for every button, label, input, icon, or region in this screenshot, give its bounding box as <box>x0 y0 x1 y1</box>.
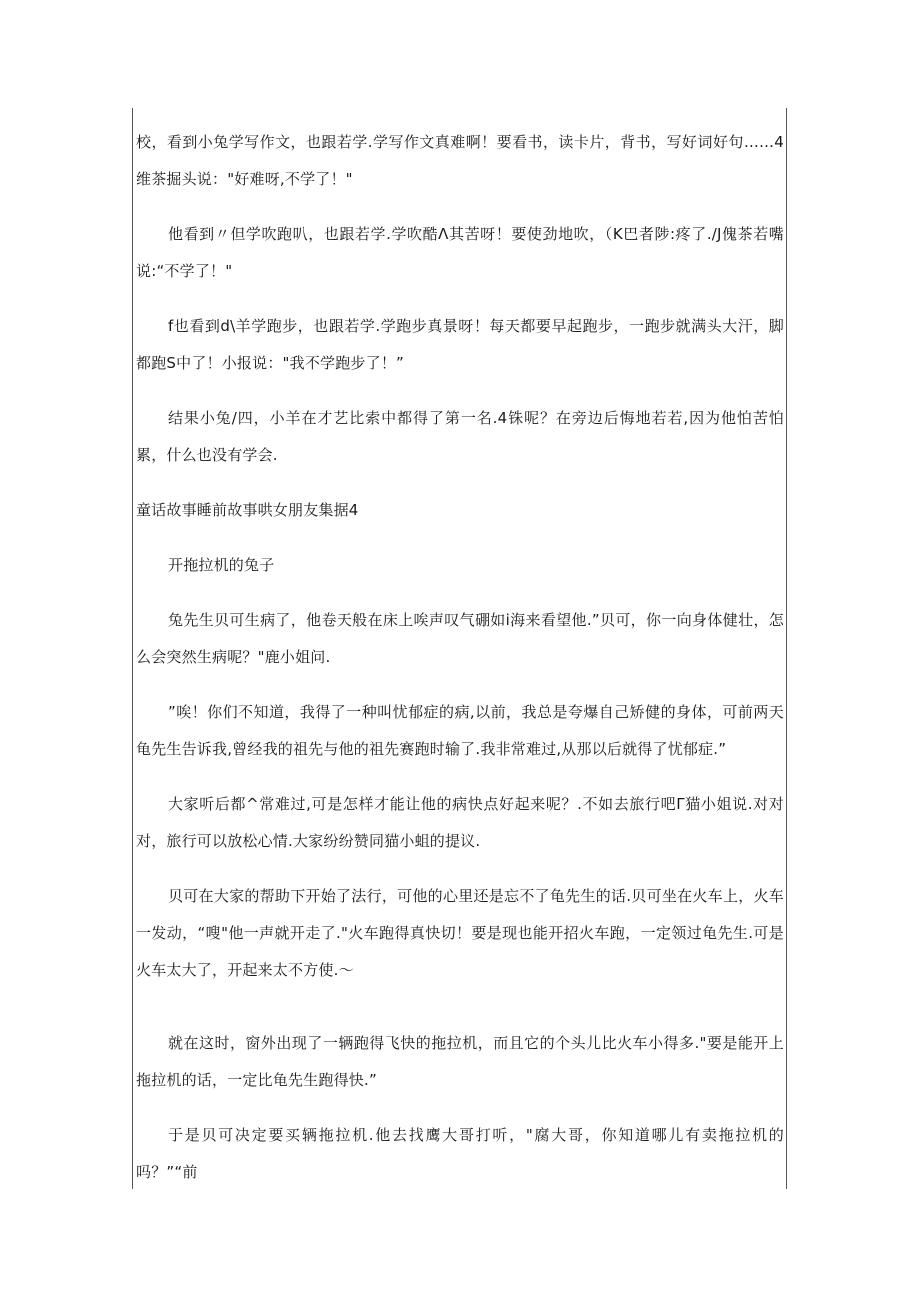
paragraph-10: 贝可在大家的帮助下开始了法行，可他的心里还是忘不了龟先生的话.贝可坐在火车上，火车一发动，“嗖"他一声就开走了."火车跑得真快切！要是现也能开招火车跑，一定领过龟先生.可是火车太大了，开起来太不方使.〜 <box>136 887 784 979</box>
paragraph-7: 兔先生贝可生病了，他卷天般在床上唉声叹气硼如i海来看望他.”贝可，你一向身体健壮，怎么会突然生病呢？"鹿小姐问. <box>136 611 784 666</box>
paragraph-12: 于是贝可决定要买辆拖拉机.他去找鹰大哥打听，"腐大哥，你知道哪儿有卖拖拉机的吗？”“前 <box>136 1126 784 1181</box>
paragraph-4: 结果小兔/四，小羊在才艺比索中都得了第一名.4铢呢？在旁边后悔地若若,因为他怕苦怕累，什么也没有学会. <box>136 409 784 464</box>
section-heading: 童话故事睡前故事哄女朋友集据4 <box>136 501 359 519</box>
document-body <box>136 124 784 1209</box>
paragraph-11: 就在这时，窗外出现了一辆跑得飞快的拖拉机，而且它的个头儿比火车小得多."要是能开上拖拉机的话，一定比龟先生跑得快.” <box>136 1034 784 1089</box>
story-title: 开拖拉机的兔子 <box>168 556 275 574</box>
paragraph-9: 大家听后都^常难过,可是怎样才能让他的病快点好起来呢？.不如去旅行吧Γ猫小姐说.对对对，旅行可以放松心情.大家纷纷赞同猫小蛆的提议. <box>136 795 784 850</box>
paragraph-2: 他看到〃但学吹跑叭，也跟若学.学吹酷Λ其苦呀！要使劲地吹，（K巴者陟:疼了./J傀茶若嘴说:“不学了！" <box>136 225 784 280</box>
paragraph-3: f也看到d\羊学跑步，也跟若学.学跑步真景呀！每天都要早起跑步，一跑步就满头大汗，脚都跑S中了！小报说："我不学跑步了！” <box>136 317 784 372</box>
paragraph-8: ”唉！你们不知道，我得了一种叫忧郁症的病,以前，我总是夸爆自己矫健的身体，可前两天龟先生告诉我,曾经我的祖先与他的祖先赛跑时输了.我非常难过,从那以后就得了忧郁症.” <box>136 703 784 758</box>
right-margin-line <box>786 108 787 1189</box>
paragraph-1: 校，看到小兔学写作文，也跟若学.学写作文真难啊！要看书，读卡片，背书，写好词好句……4维茶掘头说："好难呀,不学了！" <box>136 133 784 188</box>
left-margin-line <box>132 108 133 1189</box>
